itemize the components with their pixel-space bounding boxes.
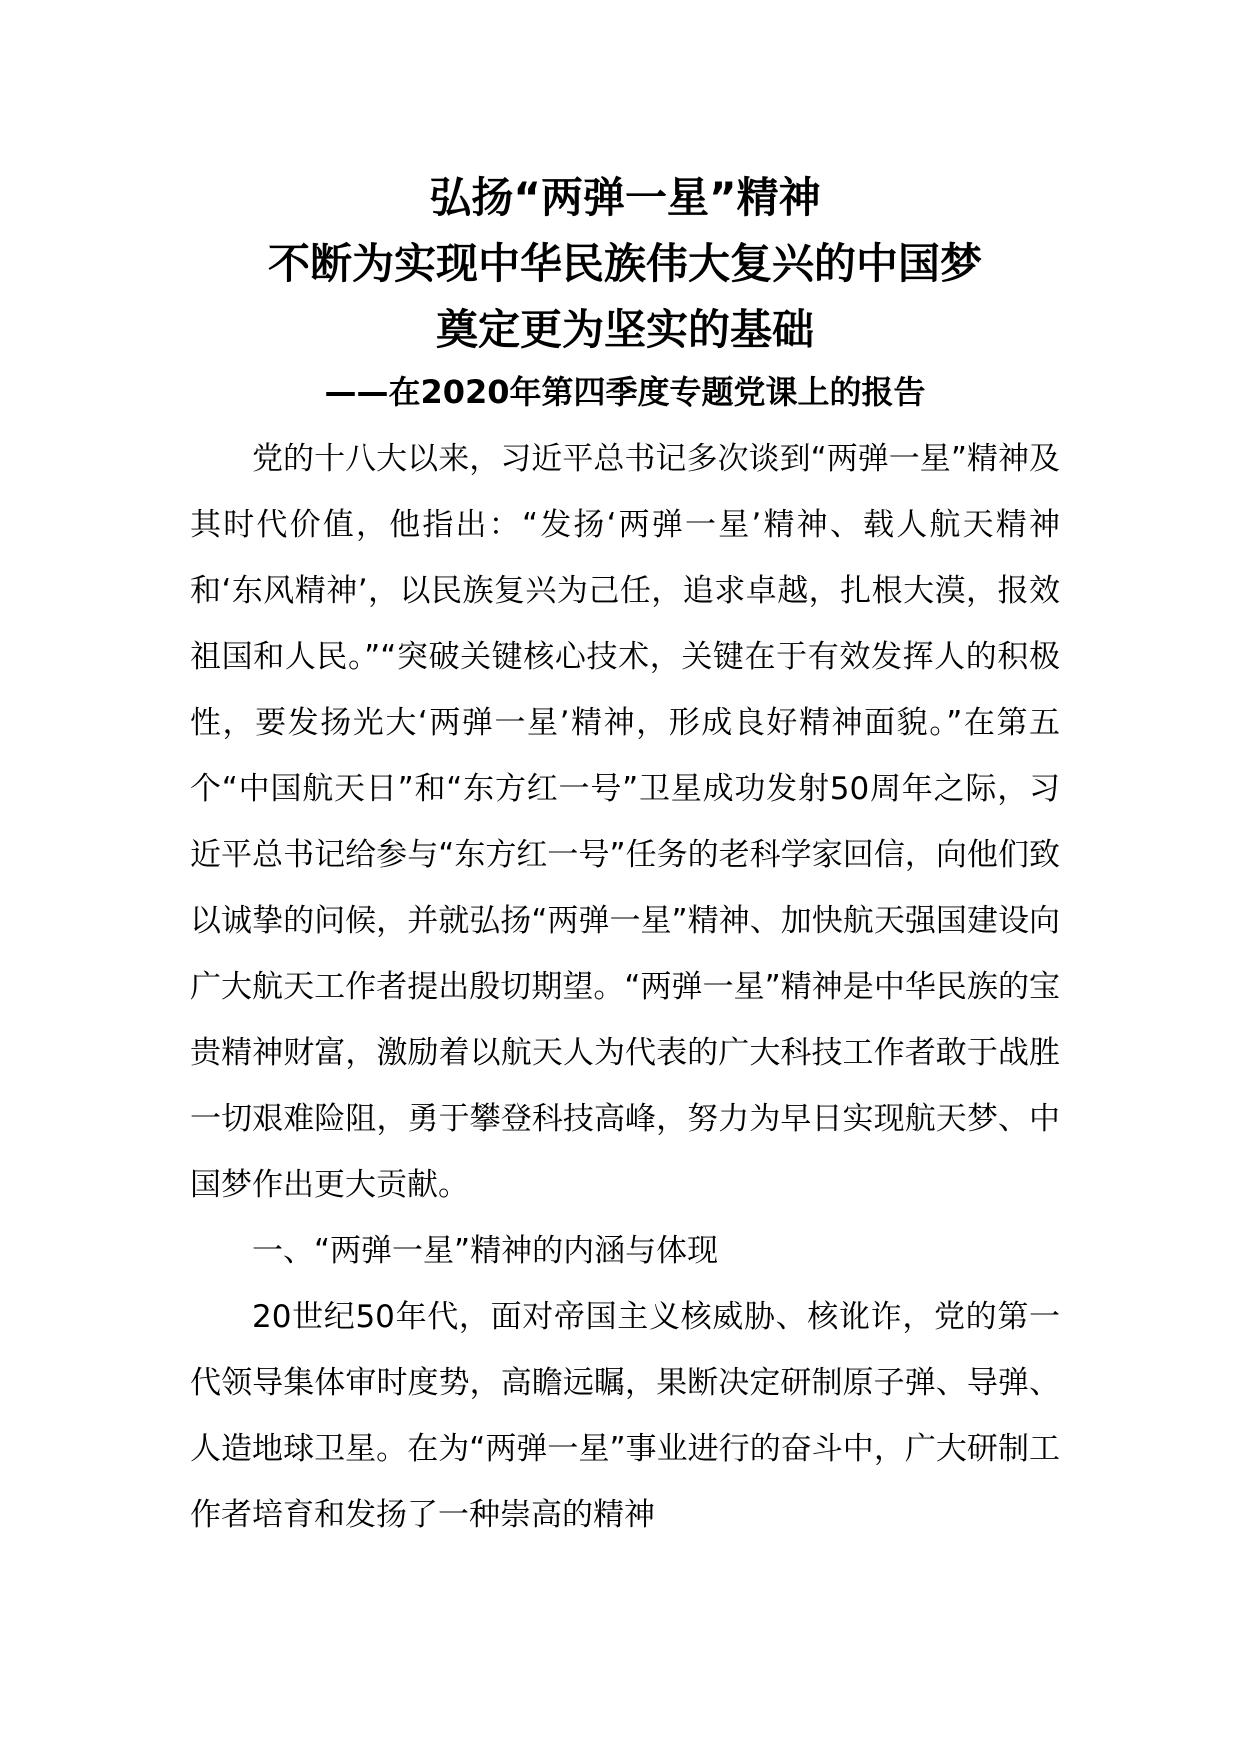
title-line-1: 弘扬“两弹一星”精神 — [429, 173, 821, 222]
title-line-2: 不断为实现中华民族伟大复兴的中国梦 — [267, 239, 982, 288]
title-block — [190, 165, 1060, 417]
section-heading: 一、“两弹一星”精神的内涵与体现 — [252, 1233, 719, 1269]
body-text — [190, 426, 1060, 1548]
paragraph-1: 党的十八大以来，习近平总书记多次谈到“两弹一星”精神及其时代价值，他指出：“发扬‘两弹一星’精神、载人航天精神和‘东风精神’，以民族复兴为己任，追求卓越，扎根大漠，报效祖国和人民。”“突破关键核心技术，关键在于有效发挥人的积极性，要发扬光大‘两弹一星’精神，形成良好精神面貌。”在第五个“中国航天日”和“东方红一号”卫星成功发射50周年之际，习近平总书记给参与“东方红一号”任务的老科学家回信，向他们致以诚挚的问候，并就弘扬“两弹一星”精神、加快航天强国建设向广大航天工作者提出殷切期望。“两弹一星”精神是中华民族的宝贵精神财富，激励着以航天人为代表的广大科技工作者敢于战胜一切艰难险阻，勇于攀登科技高峰，努力为早日实现航天梦、中国梦作出更大贡献。 — [190, 441, 1060, 1203]
paragraph-2: 20世纪50年代，面对帝国主义核威胁、核讹诈，党的第一代领导集体审时度势，高瞻远瞩，果断决定研制原子弹、导弹、人造地球卫星。在为“两弹一星”事业进行的奋斗中，广大研制工作者培育和发扬了一种崇高的精神 — [190, 1299, 1060, 1533]
document-page — [190, 0, 1060, 1754]
subtitle: ——在2020年第四季度专题党课上的报告 — [324, 373, 926, 411]
title-line-3: 奠定更为坚实的基础 — [435, 305, 814, 354]
